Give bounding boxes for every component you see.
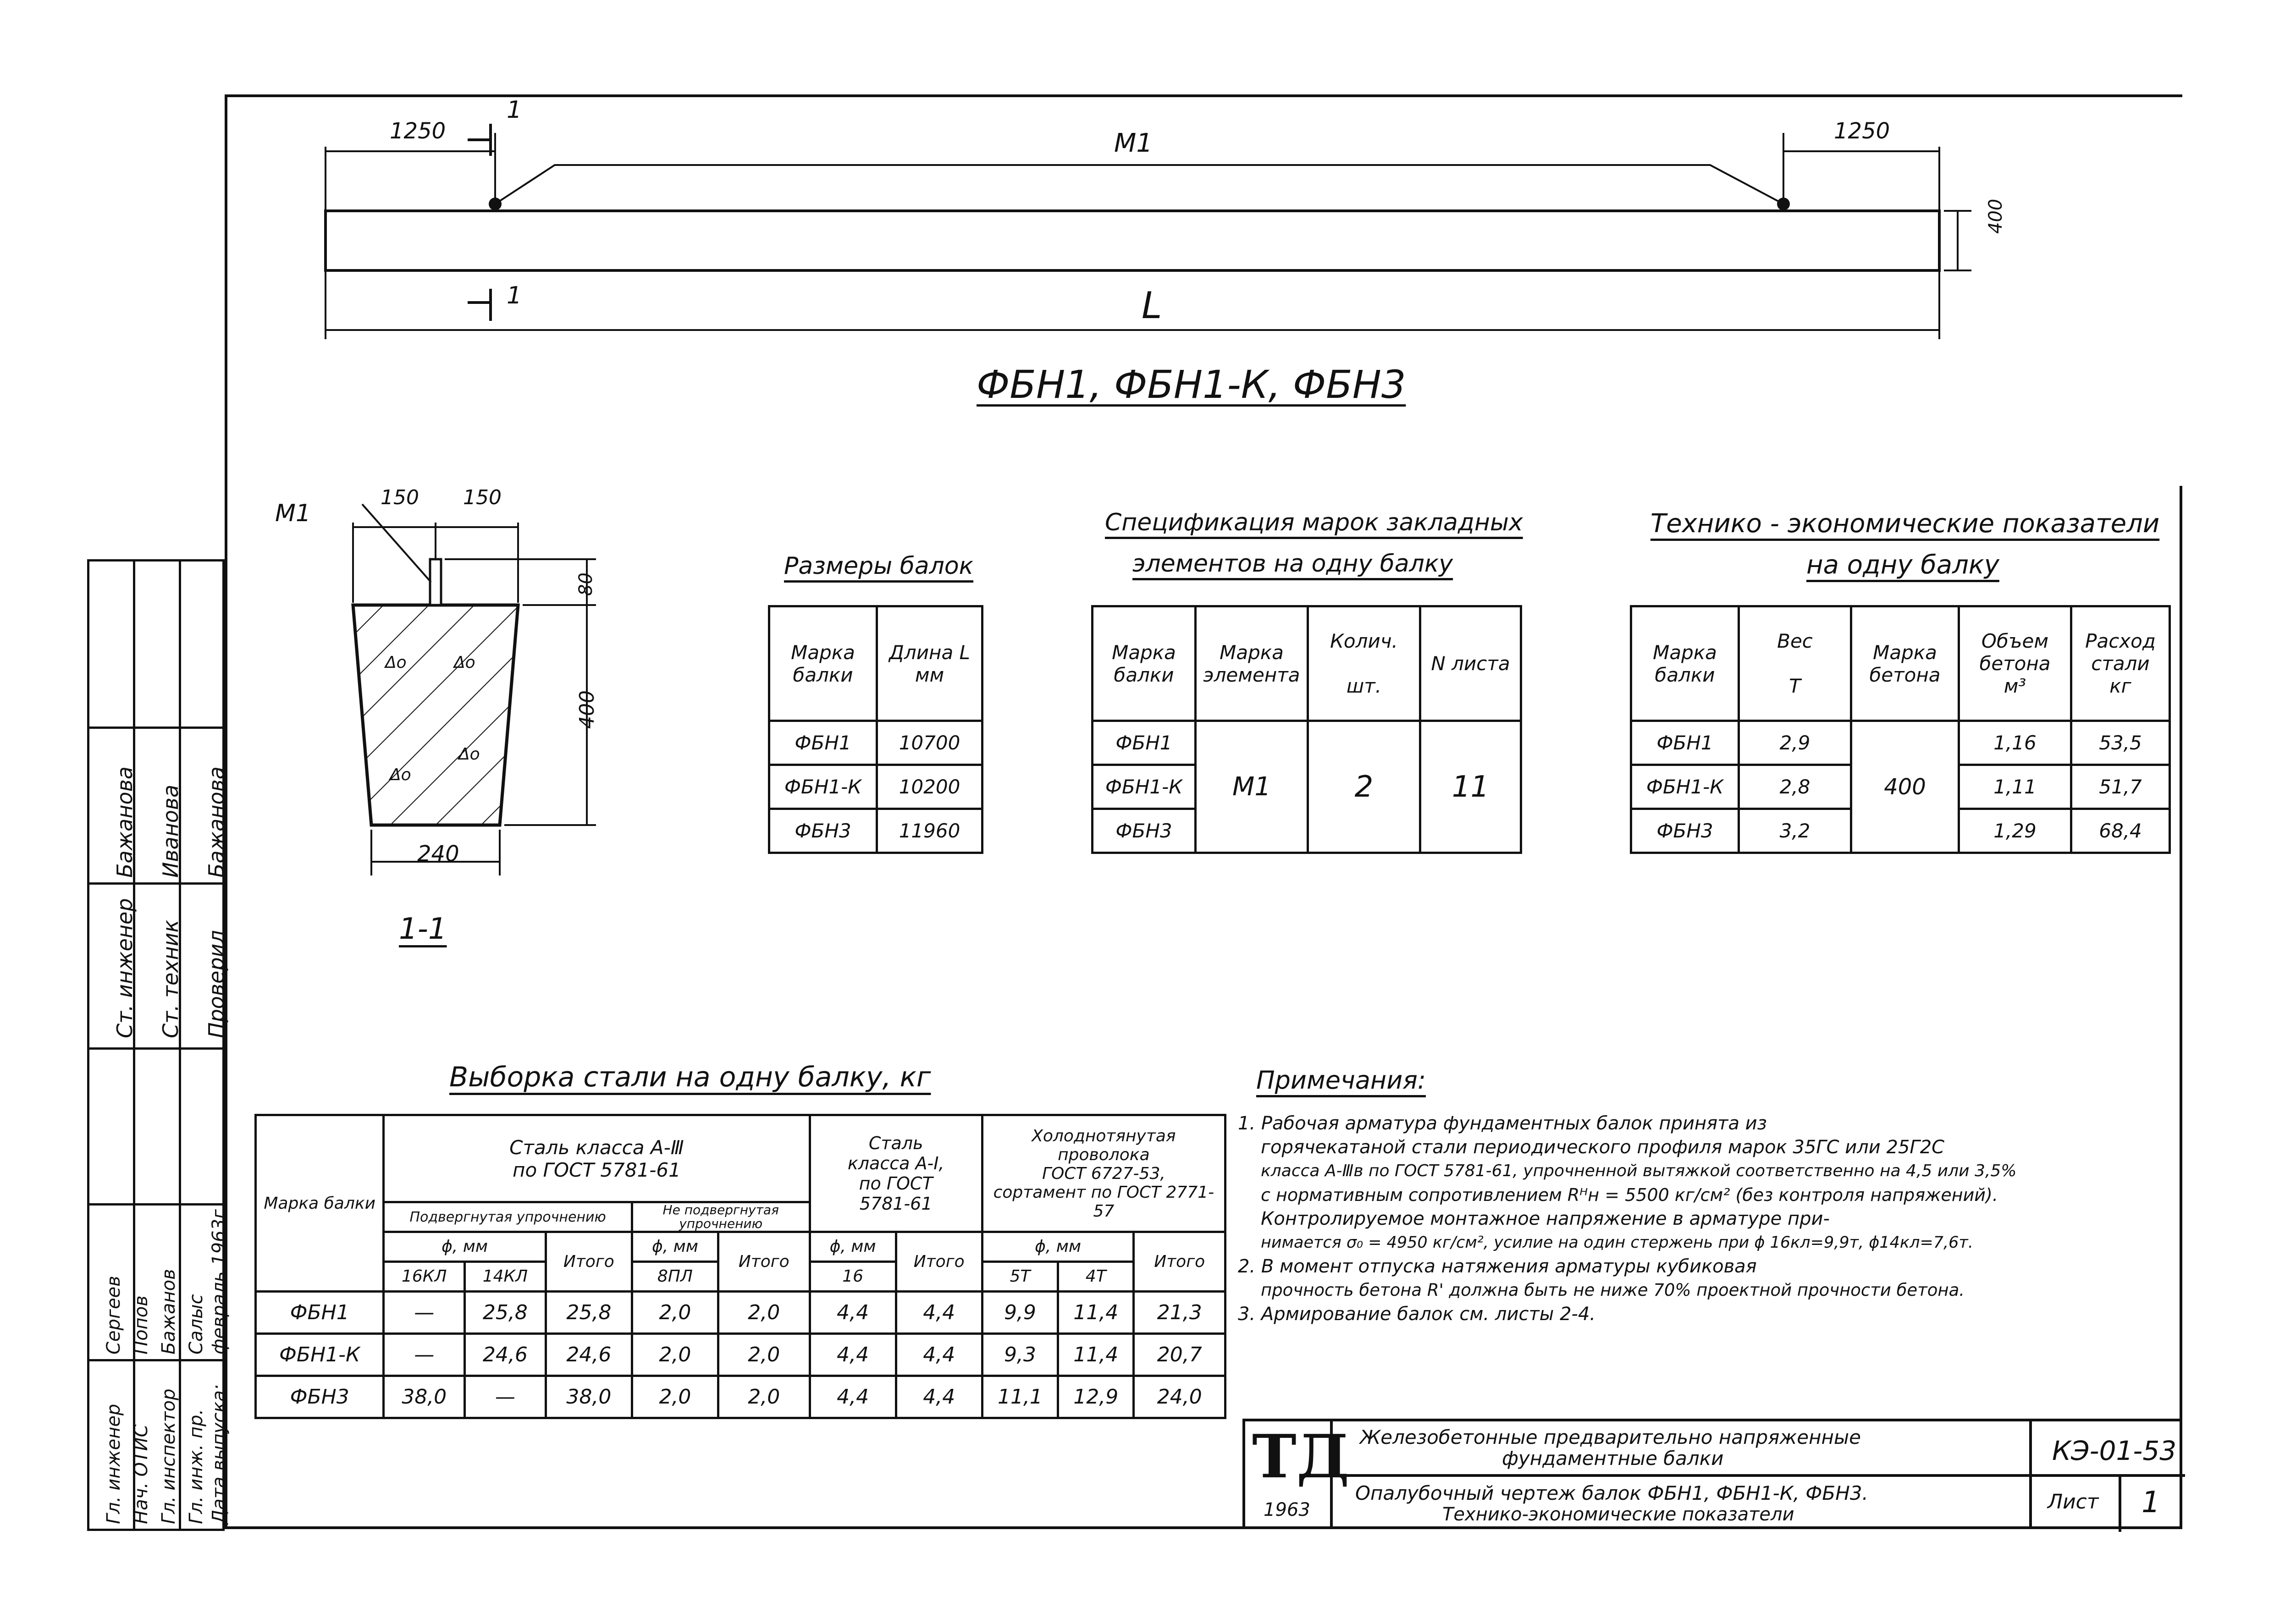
steel-h-a3-l2: по ГОСТ 5781-61 [513,1158,681,1181]
steel-h-mark: Марка балки [256,1115,384,1292]
side-name-1: Бажанова [112,766,137,878]
table-cell: 38,0 [546,1376,632,1418]
note-line: горячекатаной стали периодического профиля марок 35ГС или 25Г2С [1261,1137,1945,1158]
table-cell: 1,11 [1959,765,2071,809]
stamp-line-4: Технико-экономические показатели [1442,1504,1794,1525]
table-cell: 11960 [877,809,982,853]
side-role-3: Проверил [204,930,229,1038]
steel-h-16kl: 16КЛ [385,1263,466,1290]
steel-h-total-4: Итого [1134,1232,1225,1292]
table-cell: 20,7 [1134,1334,1225,1376]
eco-h-volume-unit: м³ [2004,675,2026,697]
bar-mark-1: Δо [385,653,407,672]
dim-left: 1250 [390,118,446,144]
steel-h-phi-np [632,1232,718,1292]
note-line: Контролируемое монтажное напряжение в арматуре при- [1261,1208,1830,1229]
steel-h-phi-a3 [384,1232,546,1292]
eco-h-steel-unit: кг [2109,675,2131,697]
bar-mark-3: Δо [390,765,411,784]
eco-h-weight [1739,606,1851,721]
table-cell: 10700 [877,721,982,765]
table-cell: 24,6 [546,1334,632,1376]
table-cell: 11,4 [1058,1334,1134,1376]
note-line: 1. Рабочая арматура фундаментных балок принята из [1238,1113,1767,1134]
note-line: 2. В момент отпуска натяжения арматуры кубиковая [1238,1256,1757,1277]
steel-h-phi-wire-label: ϕ, мм [983,1233,1133,1263]
table-cell: 4,4 [896,1292,982,1334]
section-mark-bottom: 1 [507,282,522,309]
steel-h-wire-l2: проволока [1058,1145,1150,1164]
table-cell: ФБН3 [1093,809,1196,853]
table-cell: ФБН1-К [1631,765,1739,809]
side-name-8: февраль 1963г. [209,1203,230,1354]
note-line: с нормативным сопротивлением Rᴴн = 5500 кг/см² (без контроля напряжений). [1261,1185,1998,1205]
table-cell: 25,8 [546,1292,632,1334]
table-cell: ФБН3 [769,809,877,853]
table-cell: 2,0 [632,1292,718,1334]
notes-title: Примечания: [1256,1066,1426,1095]
table-cell: 2,0 [718,1334,810,1376]
dim-right: 1250 [1834,118,1890,144]
note-line: нимается σ₀ = 4950 кг/см², усилие на один стержень при ϕ 16кл=9,9т, ϕ14кл=7,6т. [1261,1233,1973,1252]
section-top-w1: 150 [381,486,419,509]
side-role-5: Нач. ОТИС [131,1424,152,1524]
table-cell: 2,0 [718,1292,810,1334]
table-cell: — [384,1292,465,1334]
table-cell: ФБН1 [769,721,877,765]
side-role-2: Ст. техник [158,919,183,1038]
stamp-code: КЭ-01-53 [2052,1435,2177,1466]
steel-h-total-1: Итого [546,1232,632,1292]
note-line: прочность бетона R' должна быть не ниже 70% проектной прочности бетона. [1261,1280,1965,1300]
table-cell: 53,5 [2071,721,2170,765]
bar-mark-4: Δо [458,745,480,764]
steel-h-not-strengthened: Не подвергнутая упрочнению [632,1202,810,1232]
table-cell: ФБН1-К [1093,765,1196,809]
embeds-table [1091,605,1522,854]
side-role-1: Ст. инженер [112,898,137,1038]
stamp-sheet-no: 1 [2142,1486,2160,1519]
steel-h-wire-l1: Холоднотянутая [1032,1126,1176,1145]
steel-h-a3 [384,1115,810,1202]
table-cell: 38,0 [384,1376,465,1418]
steel-h-wire-l3: ГОСТ 6727-53, [1042,1164,1165,1183]
steel-table [254,1114,1226,1419]
table-cell: 2,0 [718,1376,810,1418]
bar-mark-2: Δо [454,653,475,672]
table-cell: ФБН1 [256,1292,384,1334]
table-cell: 9,3 [982,1334,1058,1376]
stamp-line-2: фундаментные балки [1502,1447,1724,1470]
notes-body [1238,1112,2173,1326]
stamp-year: 1963 [1264,1499,1310,1520]
steel-h-8pl: 8ПЛ [657,1267,693,1286]
side-name-5: Попов [131,1295,152,1354]
eco-h-volume [1959,606,2071,721]
stamp-line-1: Железобетонные предварительно напряженные [1360,1426,1861,1448]
steel-h-a1-l3: по ГОСТ [859,1173,933,1194]
steel-h-4t: 4Т [1085,1267,1106,1286]
economics-title-1: Технико - экономические показатели [1650,509,2160,539]
table-cell: 24,6 [465,1334,546,1376]
table-cell: ФБН1 [1093,721,1196,765]
steel-h-a1-l4: 5781-61 [859,1194,933,1214]
emb-h-element: Марка элемента [1196,606,1308,721]
side-name-2: Иванова [158,784,183,878]
emb-element: М1 [1196,721,1308,853]
steel-h-total-2: Итого [718,1232,810,1292]
emb-sheet: 11 [1420,721,1521,853]
economics-title-2: на одну балку [1806,550,1999,580]
beam-height: 400 [1985,198,2006,234]
table-cell: 10200 [877,765,982,809]
side-role-7: Гл. инж. пр. [186,1409,207,1524]
steel-h-16: 16 [842,1267,863,1286]
section-top-w2: 150 [463,486,502,509]
stamp-logo: ТД [1252,1421,1350,1492]
side-name-3: Бажанова [204,766,229,878]
embeds-title-2: элементов на одну балку [1132,550,1453,578]
steel-h-phi-a1 [810,1232,896,1292]
section-embed-label: М1 [275,500,311,527]
table-cell: 4,4 [810,1334,896,1376]
steel-h-wire [982,1115,1225,1232]
steel-h-total-3: Итого [896,1232,982,1292]
dimensions-title: Размеры балок [784,552,974,580]
table-cell: 2,0 [632,1376,718,1418]
title-block [1242,1419,2182,1529]
stamp-sheet-label: Лист [2048,1490,2099,1514]
eco-h-steel [2071,606,2170,721]
dim-h-mark: Марка балки [769,606,877,721]
dim-h-length: Длина L мм [877,606,982,721]
side-role-8: Дата выпуска: [209,1384,230,1524]
table-cell: 2,0 [632,1334,718,1376]
section-bottom-w: 240 [417,841,459,867]
embeds-title-1: Спецификация марок закладных [1105,509,1523,536]
table-cell: — [384,1334,465,1376]
table-cell: 4,4 [896,1334,982,1376]
emb-h-qty-label: Колич. [1330,630,1398,652]
table-cell: 4,4 [810,1376,896,1418]
table-cell: — [465,1376,546,1418]
table-cell: 12,9 [1058,1376,1134,1418]
table-cell: ФБН1-К [769,765,877,809]
table-cell: 4,4 [896,1376,982,1418]
section-height: 400 [575,690,599,729]
table-cell: 3,2 [1739,809,1851,853]
table-cell: 1,16 [1959,721,2071,765]
note-line: класса А-Ⅲв по ГОСТ 5781-61, упрочненной вытяжкой соответственно на 4,5 или 3,5% [1261,1162,2017,1180]
emb-h-beam: Марка балки [1093,606,1196,721]
steel-h-phi-np-label: ϕ, мм [633,1233,717,1263]
dimensions-table [768,605,983,854]
side-role-4: Гл. инженер [103,1404,124,1524]
economics-table [1630,605,2171,854]
steel-h-14kl: 14КЛ [482,1267,528,1286]
steel-h-a1-l1: Сталь [868,1133,923,1153]
eco-h-volume-label: Объем бетона [1979,630,2051,675]
steel-title: Выборка стали на одну балку, кг [449,1061,931,1093]
side-name-6: Бажанов [158,1269,179,1354]
beam-elevation [298,105,2040,362]
page-title: ФБН1, ФБН1-К, ФБН3 [977,362,1406,407]
side-name-4: Сергеев [103,1276,124,1354]
table-cell: ФБН3 [1631,809,1739,853]
eco-h-weight-unit: Т [1789,675,1801,697]
eco-h-weight-label: Вес [1777,630,1813,652]
eco-h-concrete: Марка бетона [1851,606,1959,721]
table-cell: ФБН3 [256,1376,384,1418]
steel-h-phi-wire [982,1232,1134,1292]
table-cell: 11,4 [1058,1292,1134,1334]
table-cell: 68,4 [2071,809,2170,853]
section-caption: 1-1 [399,912,447,946]
table-cell: ФБН1 [1631,721,1739,765]
section-mark-top: 1 [507,96,522,124]
table-cell: 11,1 [982,1376,1058,1418]
table-cell: ФБН1-К [256,1334,384,1376]
eco-h-mark: Марка балки [1631,606,1739,721]
eco-concrete: 400 [1851,721,1959,853]
emb-h-qty-unit: шт. [1346,675,1382,697]
beam-length-label: L [1142,284,1162,327]
side-name-7: Салыс [186,1294,207,1354]
steel-h-a1 [810,1115,982,1232]
embed-label-elevation: М1 [1114,128,1153,158]
steel-h-a1-l2: класса А-Ⅰ, [847,1153,944,1173]
table-cell: 21,3 [1134,1292,1225,1334]
table-cell: 25,8 [465,1292,546,1334]
note-line: 3. Армирование балок см. листы 2-4. [1238,1304,1596,1325]
emb-h-sheet: N листа [1420,606,1521,721]
emb-qty: 2 [1308,721,1420,853]
steel-h-strengthened: Подвергнутая упрочнению [384,1202,632,1232]
steel-h-5t: 5Т [983,1263,1059,1290]
stamp-line-3: Опалубочный чертеж балок ФБН1, ФБН1-К, ФБН3. [1355,1482,1868,1504]
table-cell: 2,8 [1739,765,1851,809]
steel-h-phi-a3-label: ϕ, мм [385,1233,544,1263]
table-cell: 4,4 [810,1292,896,1334]
section-stud-h: 80 [575,573,596,596]
frame-right [2180,486,2182,1529]
table-cell: 9,9 [982,1292,1058,1334]
table-cell: 51,7 [2071,765,2170,809]
emb-h-qty [1308,606,1420,721]
steel-h-wire-l4: сортамент по ГОСТ 2771-57 [993,1183,1214,1221]
table-cell: 2,9 [1739,721,1851,765]
side-stamp [87,559,230,1531]
steel-h-a3-l1: Сталь класса А-Ⅲ [509,1136,684,1159]
table-cell: 24,0 [1134,1376,1225,1418]
side-role-6: Гл. инспектор [158,1388,179,1524]
table-cell: 1,29 [1959,809,2071,853]
steel-h-phi-a1-label: ϕ, мм [811,1233,895,1263]
eco-h-steel-label: Расход стали [2085,630,2156,675]
